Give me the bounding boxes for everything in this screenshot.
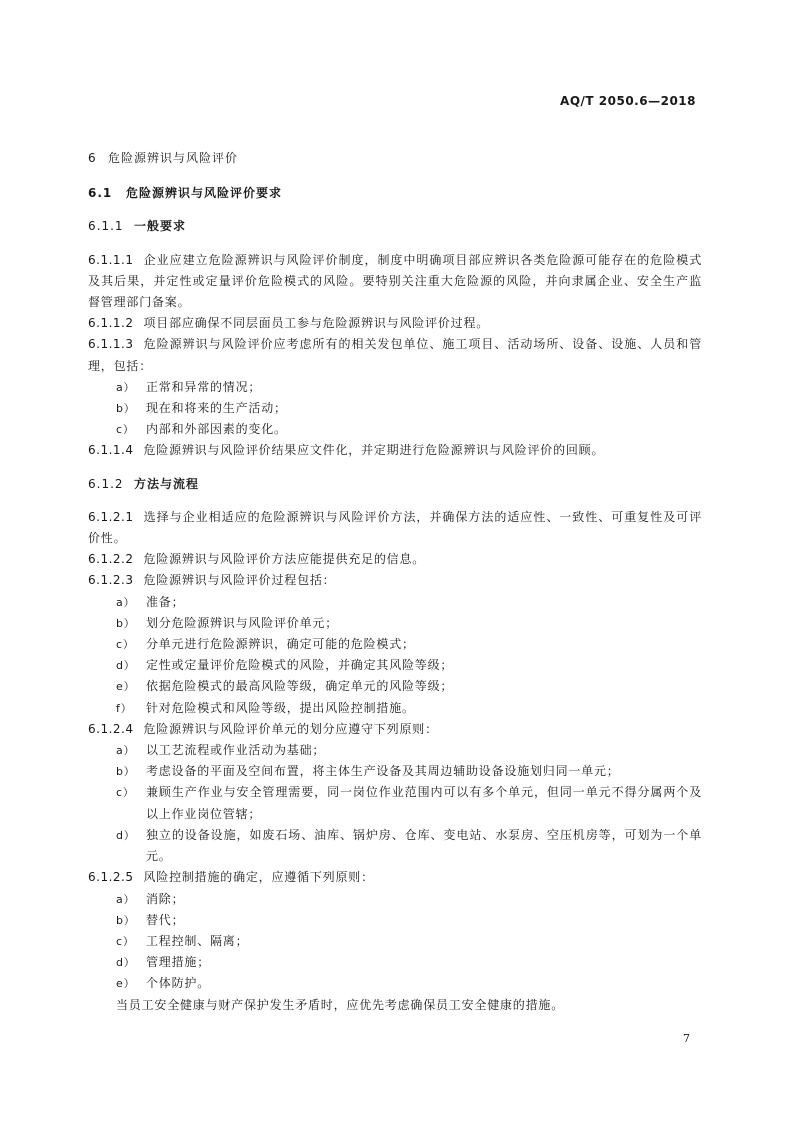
subsection-heading — [88, 183, 702, 204]
list-text: 现在和将来的生产活动； — [146, 401, 287, 416]
list-text: 针对危险模式和风险等级，提出风险控制措施。 — [146, 700, 415, 715]
paragraph-number: 6.1.2.4 — [88, 721, 134, 736]
list-item — [88, 761, 702, 782]
list-text: 内部和外部因素的变化。 — [146, 422, 287, 437]
paragraph-text: 危险源辨识与风险评价结果应文件化，并定期进行危险源辨识与风险评价的回顾。 — [143, 443, 605, 458]
paragraph-number: 6.1.1.3 — [88, 337, 134, 352]
list-item — [88, 398, 702, 419]
list-text: 考虑设备的平面及空间布置，将主体生产设备及其周边辅助设备设施划归同一单元； — [146, 764, 620, 779]
list-item — [88, 613, 702, 634]
list-item — [88, 910, 702, 931]
doc-code-header: AQ/T 2050.6—2018 — [560, 94, 696, 108]
list-marker: d） — [116, 659, 136, 673]
list-item — [88, 377, 702, 398]
list-marker: c） — [116, 423, 135, 437]
section-title: 危险源辨识与风险评价 — [108, 151, 239, 165]
paragraph-number: 6.1.1.4 — [88, 443, 134, 458]
subsection-number: 6.1 — [88, 186, 113, 201]
document-body — [88, 148, 702, 1016]
list-marker: a） — [116, 595, 136, 609]
paragraph-text: 危险源辨识与风险评价应考虑所有的相关发包单位、施工项目、活动场所、设备、设施、人员和管理，包括： — [88, 337, 702, 373]
list-text: 划分危险源辨识与风险评价单元； — [146, 615, 339, 630]
section-number: 6 — [88, 151, 97, 165]
paragraph-number: 6.1.2.1 — [88, 509, 134, 524]
list-text: 依据危险模式的最高风险等级，确定单元的风险等级； — [146, 679, 454, 694]
list-text: 准备； — [146, 594, 185, 609]
paragraph-number: 6.1.1.1 — [88, 252, 134, 267]
list-marker: d） — [116, 828, 136, 842]
clause-title: 一般要求 — [134, 219, 187, 234]
list-text: 管理措施； — [146, 955, 211, 970]
paragraph-text: 危险源辨识与风险评价方法应能提供充足的信息。 — [143, 552, 426, 567]
paragraph-6125 — [88, 867, 702, 888]
list-marker: f） — [116, 701, 133, 715]
paragraph-6112 — [88, 313, 702, 334]
list-marker: a） — [116, 744, 136, 758]
list-item — [88, 634, 702, 655]
section-heading — [88, 148, 702, 169]
subsection-title: 危险源辨识与风险评价要求 — [126, 186, 283, 201]
list-marker: e） — [116, 977, 136, 991]
list-marker: a） — [116, 380, 136, 394]
paragraph-6124 — [88, 719, 702, 740]
list-marker: c） — [116, 786, 135, 800]
paragraph-text: 选择与企业相适应的危险源辨识与风险评价方法，并确保方法的适应性、一致性、可重复性及可评价性。 — [88, 509, 702, 546]
list-marker: c） — [116, 638, 135, 652]
list-marker: a） — [116, 892, 136, 906]
list-marker: b） — [116, 616, 136, 630]
page-number: 7 — [683, 1032, 690, 1045]
list-marker: e） — [116, 680, 136, 694]
clause-heading-611 — [88, 216, 702, 237]
paragraph-6111 — [88, 250, 702, 314]
clause-title: 方法与流程 — [134, 476, 200, 491]
list-text: 消除； — [146, 891, 185, 906]
paragraph-text: 危险源辨识与风险评价单元的划分应遵守下列原则： — [143, 721, 438, 736]
list-item — [88, 952, 702, 973]
paragraph-6123 — [88, 570, 702, 591]
list-item — [88, 740, 702, 761]
paragraph-number: 6.1.2.3 — [88, 573, 134, 588]
list-marker: b） — [116, 765, 136, 779]
paragraph-number: 6.1.2.5 — [88, 870, 134, 885]
list-item — [88, 782, 702, 824]
list-text: 替代； — [146, 912, 185, 927]
paragraph-number: 6.1.2.2 — [88, 552, 134, 567]
list-item — [88, 419, 702, 440]
paragraph-6121 — [88, 507, 702, 549]
list-text: 独立的设备设施，如废石场、油库、锅炉房、仓库、变电站、水泵房、空压机房等，可划为一个单元。 — [146, 827, 702, 864]
list-item — [88, 931, 702, 952]
list-text: 以工艺流程或作业活动为基础； — [146, 743, 326, 758]
list-item — [88, 655, 702, 676]
list-item — [88, 825, 702, 867]
paragraph-6122 — [88, 549, 702, 570]
list-marker: c） — [116, 934, 135, 948]
list-marker: b） — [116, 913, 136, 927]
paragraph-6114 — [88, 440, 702, 461]
list-marker: d） — [116, 956, 136, 970]
list-text: 个体防护。 — [146, 976, 211, 991]
clause-number: 6.1.1 — [88, 219, 124, 234]
paragraph-number: 6.1.1.2 — [88, 316, 134, 331]
list-item — [88, 676, 702, 697]
list-text: 分单元进行危险源辨识，确定可能的危险模式； — [146, 637, 415, 652]
clause-heading-612 — [88, 474, 702, 495]
paragraph-text: 项目部应确保不同层面员工参与危险源辨识与风险评价过程。 — [143, 316, 490, 331]
paragraph-6113 — [88, 334, 702, 376]
paragraph-text: 风险控制措施的确定，应遵循下列原则： — [143, 870, 374, 885]
list-text: 正常和异常的情况； — [146, 379, 262, 394]
list-item — [88, 698, 702, 719]
list-text: 定性或定量评价危险模式的风险，并确定其风险等级； — [146, 658, 454, 673]
list-item — [88, 973, 702, 994]
paragraph-text: 企业应建立危险源辨识与风险评价制度，制度中明确项目部应辨识各类危险源可能存在的危险模式及其后果，并定性或定量评价危险模式的风险。要特别关注重大危险源的风险，并向隶属企业、安全生产监督管理部门备案。 — [88, 252, 702, 310]
closing-note: 当员工安全健康与财产保护发生矛盾时，应优先考虑确保员工安全健康的措施。 — [116, 997, 565, 1012]
paragraph-text: 危险源辨识与风险评价过程包括： — [143, 573, 336, 588]
clause-number: 6.1.2 — [88, 476, 124, 491]
list-item — [88, 889, 702, 910]
list-text: 工程控制、隔离； — [146, 933, 249, 948]
list-item — [88, 592, 702, 613]
list-text: 兼顾生产作业与安全管理需要，同一岗位作业范围内可以有多个单元，但同一单元不得分属两个及以上作业岗位管辖； — [146, 785, 702, 821]
list-marker: b） — [116, 402, 136, 416]
